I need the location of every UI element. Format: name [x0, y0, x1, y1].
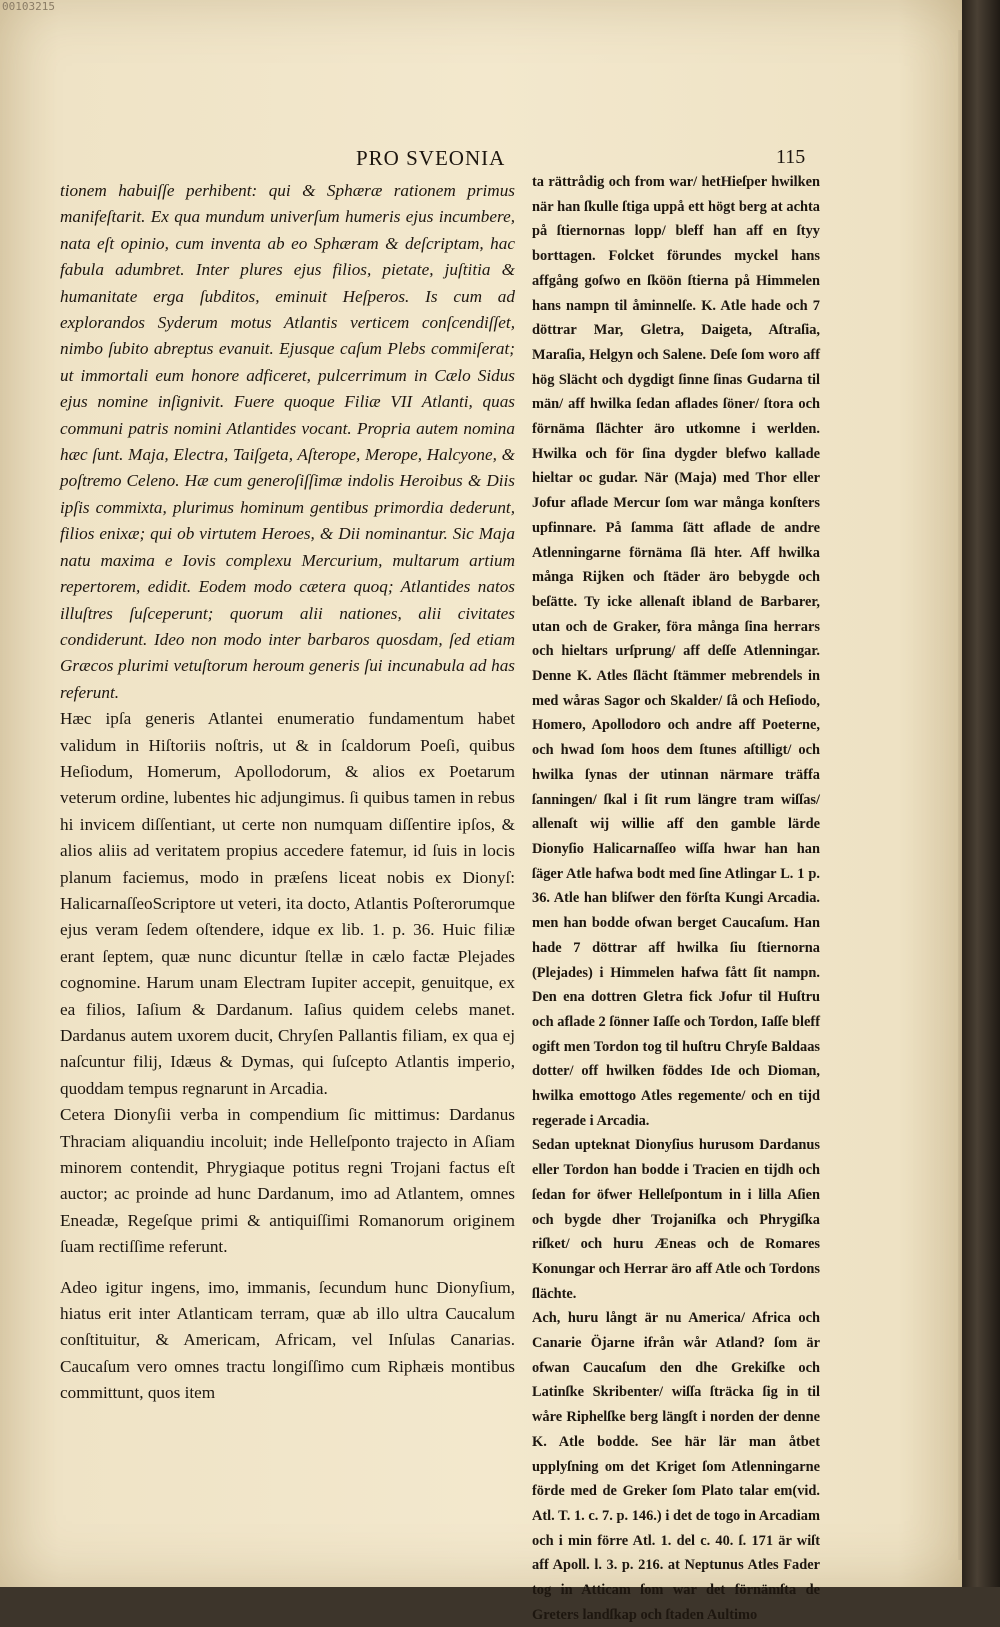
- swedish-column: [532, 170, 820, 1627]
- page-number: 115: [776, 146, 806, 168]
- latin-column: [60, 178, 515, 1407]
- swedish-paragraph-3: Ach, huru långt är nu America/ Africa och Canarie Öjarne ifrån wår Atland? ſom är ofwan Caucaſum den dhe Grekiſke och Latinſke Skribenter/ wiſſa ſträcka ſig in til wåre Riphelſke berg längſt i norden der denne K. Atle bodde. See här lär man åtbet upplyſning om det Kriget ſom Atlenningarne förde med de Greker ſom Plato talar em(vid. Atl. T. 1. c. 7. p. 146.) i det de togo in Arcadiam och i min förre Atl. 1. del c. 40. ſ. 171 är wiſt aff Apoll. l. 3. p. 216. at Neptunus Atles Fader tog in Atticam ſom war det förnämſta de Greters landſkap och ſtaden Aultimo: [532, 1310, 820, 1623]
- book-spine-edge: [962, 0, 1000, 1587]
- swedish-paragraph-1: ta rättrådig och from war/ hetHieſper hwilken när han ſkulle ſtiga uppå ett högt berg at achta på ſtiernornas lopp/ bleff han aff en ſtyy borttagen. Folcket förundes myckel hans affgång goſwo en ſköön ſtierna på Himmelen hans nampn til åminnelſe. K. Atle hade och 7 döttrar Mar, Gletra, Daigeta, Aſtraſia, Maraſia, Helgyn och Salene. Deſe ſom woro aff hög Slächt och dygdigt ſinne ſinas Gudarna til män/ aff hwilka ſedan aflades ſöner/ ſtora och förnäma ſlächter äro utkomne i werlden. Hwilka och för ſina dygder blefwo kallade hieltar oc gudar. När (Maja) med Thor eller Jofur aflade Mercur ſom war många konſters upfinnare. På ſamma ſätt aflade de andre Atlenningarne förnäma ſlä hter. Aff hwilka många Rijken och ſtäder äro bebygde och beſätte. Ty icke allenaſt ibland de Barbarer, utan och de Graker, föra många ſina herrars och hieltars urſprung/ aff deſſe Atlenningar. Denne K. Atles ſlächt ſtämmer mebrendels in med wåras Sagor och Skalder/ ſå och Heſiodo, Homero, Apollodoro och andre aff Poeterne, och hwad ſom hoos dem ſtunes aſtilligt/ och hwilka ſynas der utinnan närmare träffa ſanningen/ ſkal i ſit rum längre tram wiſſas/ allenaſt wij willie aff den gamble lärde Dionyſio Halicarnaſſeo wiſſa hwar han han ſäger Atle hafwa bodt med ſine Atlingar L. 1 p. 36. Atle han bliſwer den förſta Kungi Arcadia. men han bodde ofwan berget Caucaſum. Han hade 7 döttrar aff hwilka ſiu ſtiernorna (Plejades) i Himmelen hafwa fått ſit nampn. Den ena dottren Gletra fick Jofur til Huſtru och aflade 2 ſönner Iaſſe och Tordon, Iaſſe bleff ogift men Tordon tog til huſtru Chryſe Baldaas dotter/ off hwilken föddes Ide och Dioman, hwilka emottogo Atles regemente/ och en tijd regerade i Arcadia.: [532, 174, 820, 1129]
- latin-paragraph-1: tionem habuiſſe perhibent: qui & Sphæræ rationem primus manifeſtarit. Ex qua mundum univerſum humeris ejus incumbere, nata eſt opinio, cum inventa ab eo Sphæram & deſcriptam, hac fabula adumbret. Inter plures ejus filios, pietate, juſtitia & humanitate erga ſubditos, eminuit Heſperos. Is cum ad explorandos Syderum motus Atlantis verticem conſcendiſſet, nimbo ſubito abreptus evanuit. Ejusque caſum Plebs commiſerat; ut immortali eum honore adficeret, pulcerrimum in Cælo Sidus ejus nomine inſignivit. Fuere quoque Filiæ VII Atlanti, quas communi patris nomini Atlantides vocant. Propria autem nomina hæc ſunt. Maja, Electra, Taiſgeta, Aſterope, Merope, Halcyone, & poſtremo Celeno. Hæ cum generoſiſſimæ indolis Heroibus & Diis ipſis commixta, plurimus hominum gentibus primordia dederunt, filios enixæ; qui ob virtutem Heroes, & Dii nominantur. Sic Maja natu maxima e Iovis complexu Mercurium, multarum artium repertorem, edidit. Eodem modo cætera quoq; Atlantides natos illuſtres ſuſceperunt; quorum alii nationes, alii civitates condiderunt. Ideo non modo inter barbaros quosdam, ſed etiam Græcos plurimi vetuſtorum heroum generis ſui incunabula ad has referunt.: [60, 181, 515, 702]
- latin-paragraph-4: Adeo igitur ingens, imo, immanis, ſecundum hunc Dionyſium, hiatus erit inter Atlanticam terram, quæ ab illo ultra Caucalum conſtituitur, & Americam, Africam, vel Inſulas Canarias. Caucaſum vero omnes tractu longiſſimo cum Riphæis montibus committunt, quos item: [60, 1277, 515, 1403]
- latin-paragraph-3: Cetera Dionyſii verba in compendium ſic mittimus: Dardanus Thraciam aliquandiu incoluit; inde Helleſponto trajecto in Aſiam minorem contendit, Phrygiaque potitus regni Trojani factus eſt auctor; ac proinde ad hunc Dardanum, imo ad Atlantem, omnes Eneadæ, Regeſque primi & antiquiſſimi Romanorum originem ſuam rectiſſime referunt.: [60, 1105, 515, 1257]
- latin-paragraph-2: Hæc ipſa generis Atlantei enumeratio fundamentum habet validum in Hiſtoriis noſtris, ut & in ſcaldorum Poeſi, quibus Heſiodum, Homerum, Apollodorum, & alios ex Poetarum veterum ordine, lubentes hic adjungimus. ſi quibus tamen in rebus hi invicem diſſentiant, ut certe non numquam diſſentire ipſos, & alios aliis ad veritatem propius accedere fatemur, id ſuis in locis planum faciemus, modo in præſens liceat nobis ex Dionyſ: HalicarnaſſeoScriptore ut veteri, ita docto, Atlantis Poſterorumque ejus veram ſedem oſtendere, idque ex lib. 1. p. 36. Huic filiæ erant ſeptem, quæ nunc dicuntur ſtellæ in cælo factæ Plejades cognomine. Harum unam Electram Iupiter accepit, genuitque, ex ea filios, Iaſium & Dardanum. Iaſius quidem celebs manet. Dardanus autem uxorem ducit, Chryſen Pallantis filiam, ex qua ej naſcuntur filij, Idæus & Dymas, qui ſuſcepto Atlantis imperio, quoddam tempus regnarunt in Arcadia.: [60, 709, 515, 1098]
- library-barcode: 00103215: [2, 0, 55, 13]
- running-head: PRO SVEONIA: [356, 146, 506, 170]
- swedish-paragraph-2: Sedan upteknat Dionyſius hurusom Dardanus eller Tordon han bodde i Tracien en tijdh och ſedan for öfwer Helleſpontum in i lilla Aſien och bygde dher Trojaniſka och Phrygiſka riſket/ och huru Æneas och de Romares Konungar och Herrar äro aff Atle och Tordons ſlächte.: [532, 1137, 820, 1302]
